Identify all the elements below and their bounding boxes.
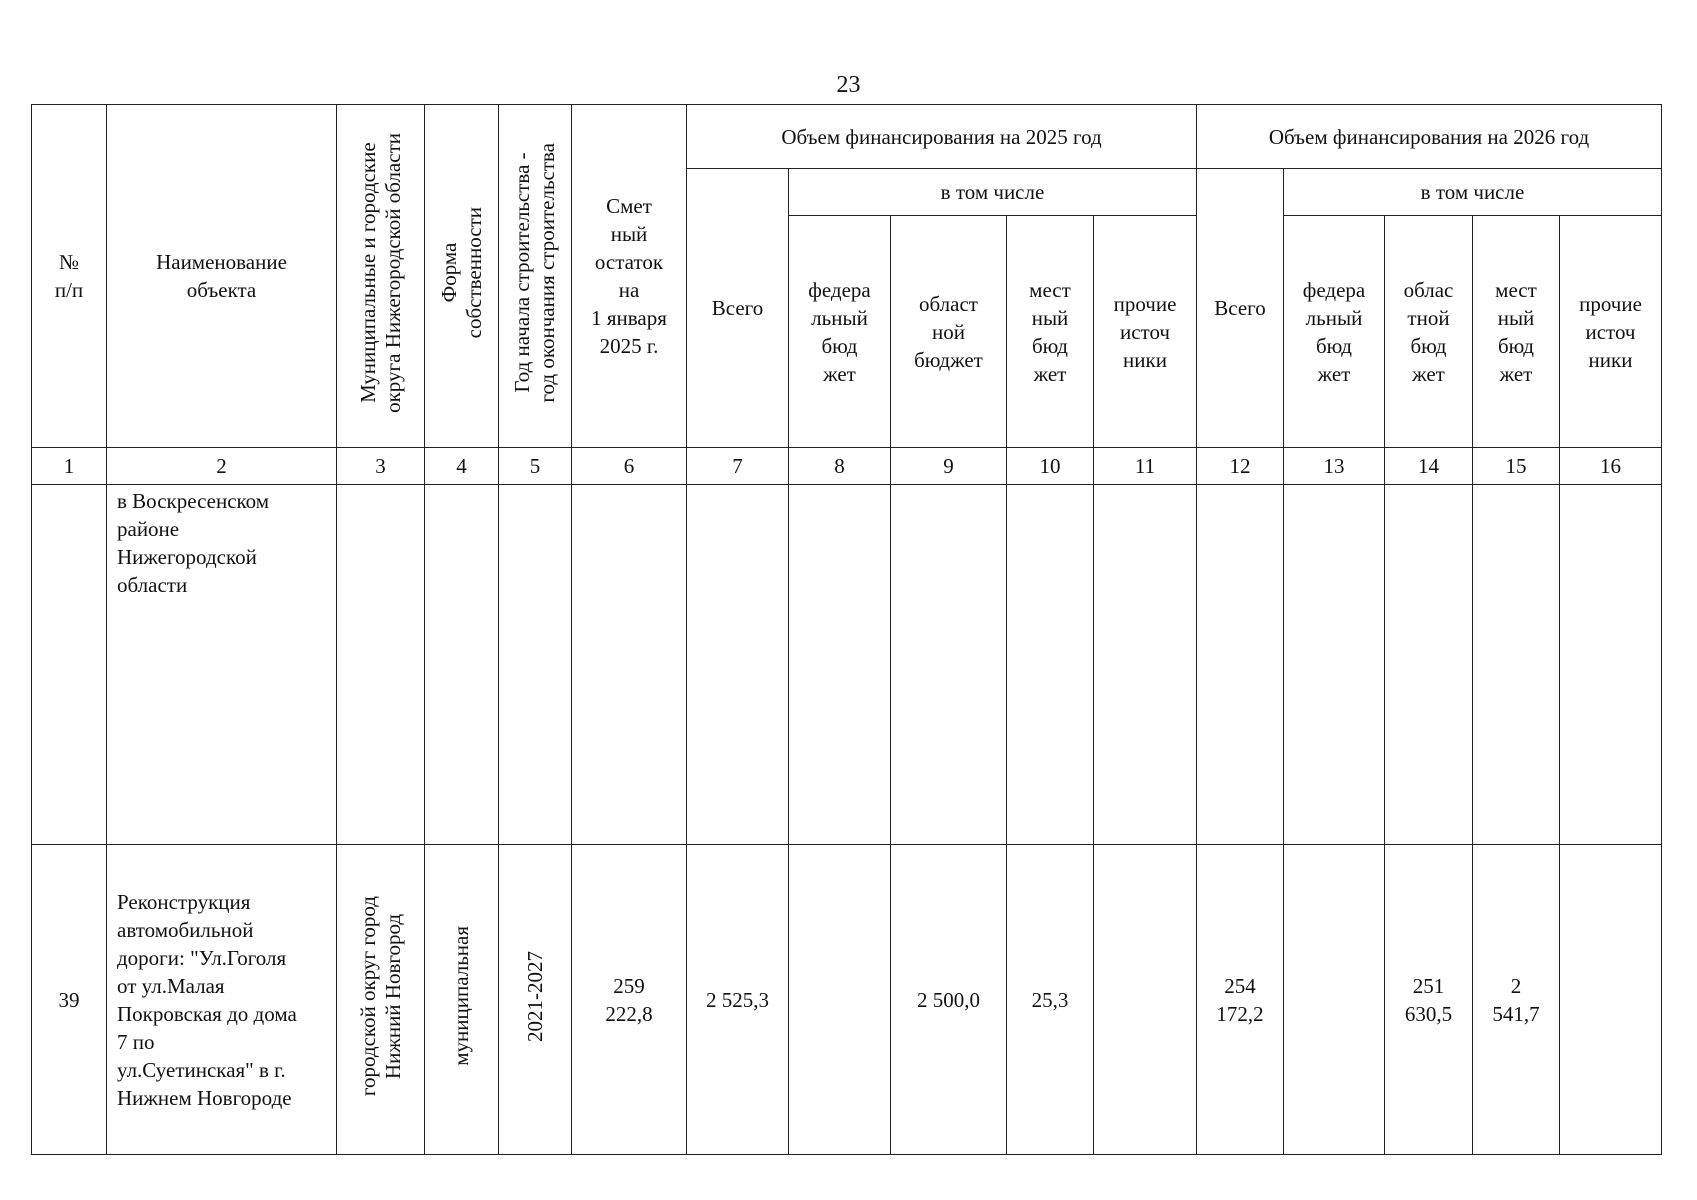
column-number: 6 [572, 448, 687, 485]
column-number: 15 [1473, 448, 1560, 485]
header-fin-2025: Объем финансирования на 2025 год [687, 105, 1197, 169]
page-number: 23 [836, 72, 861, 98]
cell-years [499, 485, 572, 845]
header-ownership: Форма собственности [425, 105, 499, 448]
cell-municipality [337, 485, 425, 845]
cell-federal-2026 [1284, 485, 1385, 845]
column-number: 16 [1560, 448, 1662, 485]
column-number: 2 [107, 448, 337, 485]
column-numbers-row [32, 448, 1662, 485]
header-federal-2026: федера льный бюд жет [1284, 216, 1385, 448]
cell-federal-2025 [789, 485, 891, 845]
header-years: Год начала строительства - год окончания строительства [499, 105, 572, 448]
cell-total-2026: 254 172,2 [1197, 845, 1284, 1155]
header-total-2026: Всего [1197, 169, 1284, 448]
column-number: 12 [1197, 448, 1284, 485]
cell-ownership: муниципальная [425, 845, 499, 1155]
cell-local-2025: 25,3 [1007, 845, 1094, 1155]
column-number: 8 [789, 448, 891, 485]
header-remainder: Смет ный остаток на 1 января 2025 г. [572, 105, 687, 448]
cell-federal-2026 [1284, 845, 1385, 1155]
column-number: 9 [891, 448, 1007, 485]
cell-ownership [425, 485, 499, 845]
cell-other-2025 [1094, 845, 1197, 1155]
header-regional-2026: облас тной бюд жет [1385, 216, 1473, 448]
cell-total-2026 [1197, 485, 1284, 845]
column-number: 10 [1007, 448, 1094, 485]
cell-name: в Воскресенском районе Нижегородской области [107, 485, 337, 845]
cell-num [32, 485, 107, 845]
cell-local-2026 [1473, 485, 1560, 845]
cell-other-2026 [1560, 485, 1662, 845]
cell-total-2025 [687, 485, 789, 845]
column-number: 11 [1094, 448, 1197, 485]
cell-name: Реконструкция автомобильной дороги: "Ул.Гоголя от ул.Малая Покровская до дома 7 по ул.Суетинская" в г. Нижнем Новгороде [107, 845, 337, 1155]
cell-municipality: городской округ город Нижний Новгород [337, 845, 425, 1155]
cell-remainder [572, 485, 687, 845]
header-other-2026: прочие источ ники [1560, 216, 1662, 448]
header-municipality: Муниципальные и городские округа Нижегородской области [337, 105, 425, 448]
header-num: № п/п [32, 105, 107, 448]
cell-years: 2021-2027 [499, 845, 572, 1155]
cell-regional-2025 [891, 485, 1007, 845]
header-including-2025: в том числе [789, 169, 1197, 216]
cell-regional-2025: 2 500,0 [891, 845, 1007, 1155]
header-local-2025: мест ный бюд жет [1007, 216, 1094, 448]
header-total-2025: Всего [687, 169, 789, 448]
header-including-2026: в том числе [1284, 169, 1662, 216]
cell-local-2026: 2 541,7 [1473, 845, 1560, 1155]
cell-other-2026 [1560, 845, 1662, 1155]
financing-table [31, 104, 1662, 1155]
cell-total-2025: 2 525,3 [687, 845, 789, 1155]
cell-num: 39 [32, 845, 107, 1155]
column-number: 3 [337, 448, 425, 485]
column-number: 4 [425, 448, 499, 485]
header-federal-2025: федера льный бюд жет [789, 216, 891, 448]
cell-other-2025 [1094, 485, 1197, 845]
cell-remainder: 259 222,8 [572, 845, 687, 1155]
header-regional-2025: област ной бюджет [891, 216, 1007, 448]
header-name: Наименование объекта [107, 105, 337, 448]
header-other-2025: прочие источ ники [1094, 216, 1197, 448]
column-number: 5 [499, 448, 572, 485]
header-local-2026: мест ный бюд жет [1473, 216, 1560, 448]
cell-federal-2025 [789, 845, 891, 1155]
column-number: 14 [1385, 448, 1473, 485]
column-number: 1 [32, 448, 107, 485]
column-number: 7 [687, 448, 789, 485]
cell-regional-2026: 251 630,5 [1385, 845, 1473, 1155]
cell-regional-2026 [1385, 485, 1473, 845]
table-row [32, 485, 1662, 845]
header-fin-2026: Объем финансирования на 2026 год [1197, 105, 1662, 169]
table-row [32, 845, 1662, 1155]
column-number: 13 [1284, 448, 1385, 485]
cell-local-2025 [1007, 485, 1094, 845]
